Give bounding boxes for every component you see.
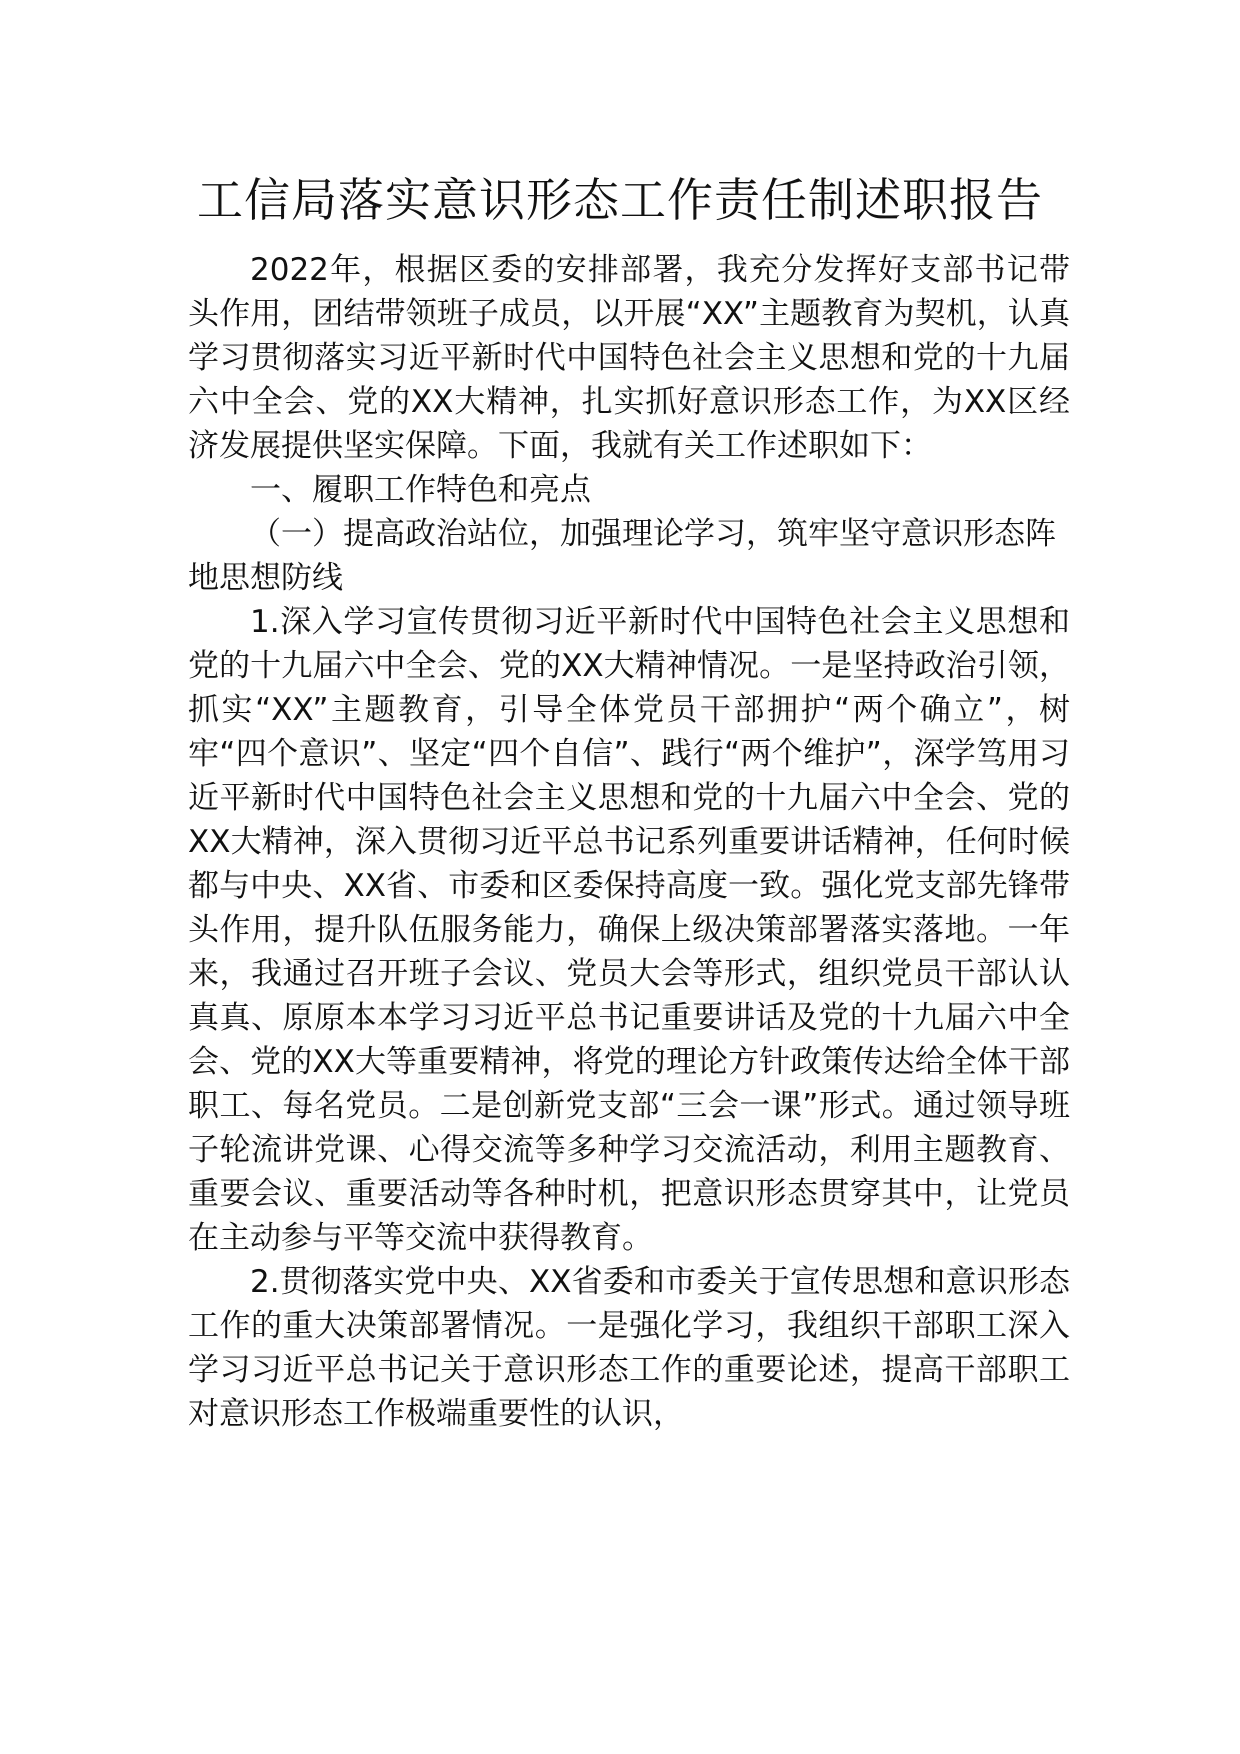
intro-paragraph: 2022年，根据区委的安排部署，我充分发挥好支部书记带头作用，团结带领班子成员，以开展“XX”主题教育为契机，认真学习贯彻落实习近平新时代中国特色社会主义思想和党的十九届六中全会、党的XX大精神，扎实抓好意识形态工作，为XX区经济发展提供坚实保障。下面，我就有关工作述职如下： [188, 252, 1070, 464]
document-title: 工信局落实意识形态工作责任制述职报告 [197, 173, 1043, 227]
section-heading: 一、履职工作特色和亮点 [250, 472, 591, 508]
subsection-heading: （一）提高政治站位，加强理论学习，筑牢坚守意识形态阵地思想防线 [188, 516, 1056, 596]
body-paragraph-2: 2.贯彻落实党中央、XX省委和市委关于宣传思想和意识形态工作的重大决策部署情况。一是强化学习，我组织干部职工深入学习习近平总书记关于意识形态工作的重要论述，提高干部职工对意识形态工作极端重要性的认识， [188, 1264, 1070, 1432]
body-paragraph-1: 1.深入学习宣传贯彻习近平新时代中国特色社会主义思想和党的十九届六中全会、党的XX大精神情况。一是坚持政治引领，抓实“XX”主题教育，引导全体党员干部拥护“两个确立”，树牢“四个意识”、坚定“四个自信”、践行“两个维护”，深学笃用习近平新时代中国特色社会主义思想和党的十九届六中全会、党的XX大精神，深入贯彻习近平总书记系列重要讲话精神，任何时候都与中央、XX省、市委和区委保持高度一致。强化党支部先锋带头作用，提升队伍服务能力，确保上级决策部署落实落地。一年来，我通过召开班子会议、党员大会等形式，组织党员干部认认真真、原原本本学习习近平总书记重要讲话及党的十九届六中全会、党的XX大等重要精神，将党的理论方针政策传达给全体干部职工、每名党员。二是创新党支部“三会一课”形式。通过领导班子轮流讲党课、心得交流等多种学习交流活动，利用主题教育、重要会议、重要活动等各种时机，把意识形态贯穿其中，让党员在主动参与平等交流中获得教育。 [188, 604, 1070, 1256]
document-body [188, 248, 1070, 1436]
